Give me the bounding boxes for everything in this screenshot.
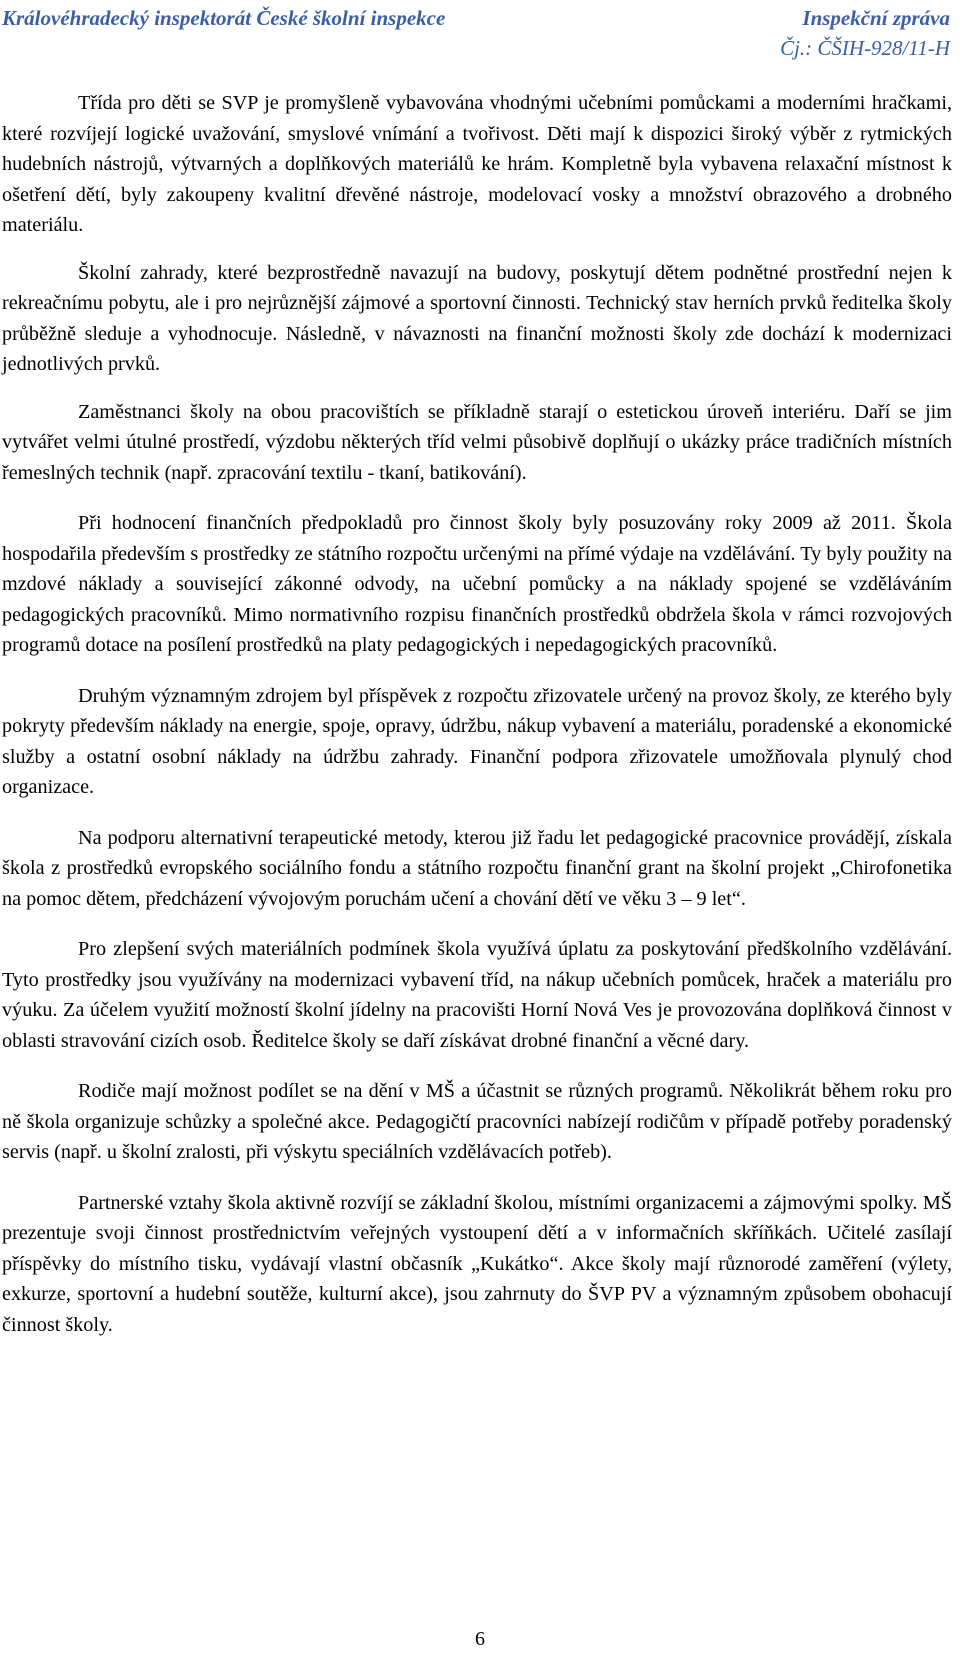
page-number: 6 bbox=[475, 1628, 485, 1650]
header-reference-number: Čj.: ČŠIH-928/11-H bbox=[780, 36, 950, 60]
document-body bbox=[2, 88, 952, 1360]
paragraph-founder-contribution: Druhým významným zdrojem byl příspěvek z rozpočtu zřizovatele určený na provoz školy, ze kterého byly pokryty především náklady na energie, spoje, opravy, údržbu, nákup vybavení a materiálu, poradenské a ekonomické služby a ostatní osobní náklady na údržbu zahrady. Finanční podpora zřizovatele umožňovala plynulý chod organizace. bbox=[2, 684, 952, 798]
paragraph-fees: Pro zlepšení svých materiálních podmínek škola využívá úplatu za poskytování předškolního vzdělávání. Tyto prostředky jsou využívány na modernizaci vybavení tříd, na nákup učebních pomůcek, hraček a materiálu pro výuku. Za účelem využití možností školní jídelny na pracovišti Horní Nová Ves je provozována doplňková činnost v oblasti stravování cizích osob. Ředitelce školy se daří získávat drobné finanční a věcné dary. bbox=[2, 938, 952, 1052]
header-organization: Královéhradecký inspektorát České školní inspekce bbox=[2, 6, 446, 30]
header-document-type: Inspekční zpráva bbox=[802, 6, 950, 30]
paragraph-equipment: Třída pro děti se SVP je promyšleně vybavována vhodnými učebními pomůckami a moderními hračkami, které rozvíjejí logické uvažování, smyslové vnímání a tvořivost. Děti mají k dispozici široký výběr z rytmických hudebních nástrojů, výtvarných a doplňkových materiálů ke hrám. Kompletně byla vybavena relaxační místnost k ošetření dětí, byly zakoupeny kvalitní dřevěné nástroje, modelovací vosky a množství obrazového a drobného materiálu. bbox=[2, 92, 952, 236]
paragraph-finance: Při hodnocení finančních předpokladů pro činnost školy byly posuzovány roky 2009 až 2011. Škola hospodařila především s prostředky ze státního rozpočtu určenými na přímé výdaje na vzdělávání. Ty byly použity na mzdové náklady a související zákonné odvody, na učební pomůcky a na náklady spojené se vzděláváním pedagogických pracovníků. Mimo normativního rozpisu finančních prostředků obdržela škola v rámci rozvojových programů dotace na posílení prostředků na platy pedagogických i nepedagogických pracovníků. bbox=[2, 512, 952, 656]
paragraph-parents: Rodiče mají možnost podílet se na dění v MŠ a účastnit se různých programů. Několikrát během roku pro ně škola organizuje schůzky a společné akce. Pedagogičtí pracovníci nabízejí rodičům v případě potřeby poradenský servis (např. u školní zralosti, při výskytu speciálních vzdělávacích potřeb). bbox=[2, 1080, 952, 1163]
paragraph-gardens: Školní zahrady, které bezprostředně navazují na budovy, poskytují dětem podnětné prostřední nejen k rekreačnímu pobytu, ale i pro nejrůznější zájmové a sportovní činnosti. Technický stav herních prvků ředitelka školy průběžně sleduje a vyhodnocuje. Následně, v návaznosti na finanční možnosti školy zde dochází k modernizaci jednotlivých prvků. bbox=[2, 261, 952, 375]
paragraph-interior: Zaměstnanci školy na obou pracovištích se příkladně starají o estetickou úroveň interiéru. Daří se jim vytvářet velmi útulné prostředí, výzdobu některých tříd velmi působivě doplňují o ukázky práce tradičních místních řemeslných technik (např. zpracování textilu - tkaní, batikování). bbox=[2, 400, 952, 484]
paragraph-grant: Na podporu alternativní terapeutické metody, kterou již řadu let pedagogické pracovnice provádějí, získala škola z prostředků evropského sociálního fondu a státního rozpočtu finanční grant na školní projekt „Chirofonetika na pomoc dětem, předcházení vývojovým poruchám učení a chování dětí ve věku 3 – 9 let“. bbox=[2, 826, 952, 910]
paragraph-partnerships: Partnerské vztahy škola aktivně rozvíjí se základní školou, místními organizacemi a zájmovými spolky. MŠ prezentuje svoji činnost prostřednictvím veřejných vystoupení dětí a v informačních skříňkách. Učitelé zasílají příspěvky do místního tisku, vydávají vlastní občasník „Kukátko“. Akce školy mají různorodé zaměření (výlety, exkurze, sportovní a hudební soutěže, kulturní akce), jsou zahrnuty do ŠVP PV a významným způsobem obohacují činnost školy. bbox=[2, 1191, 952, 1336]
page-header bbox=[0, 4, 960, 70]
